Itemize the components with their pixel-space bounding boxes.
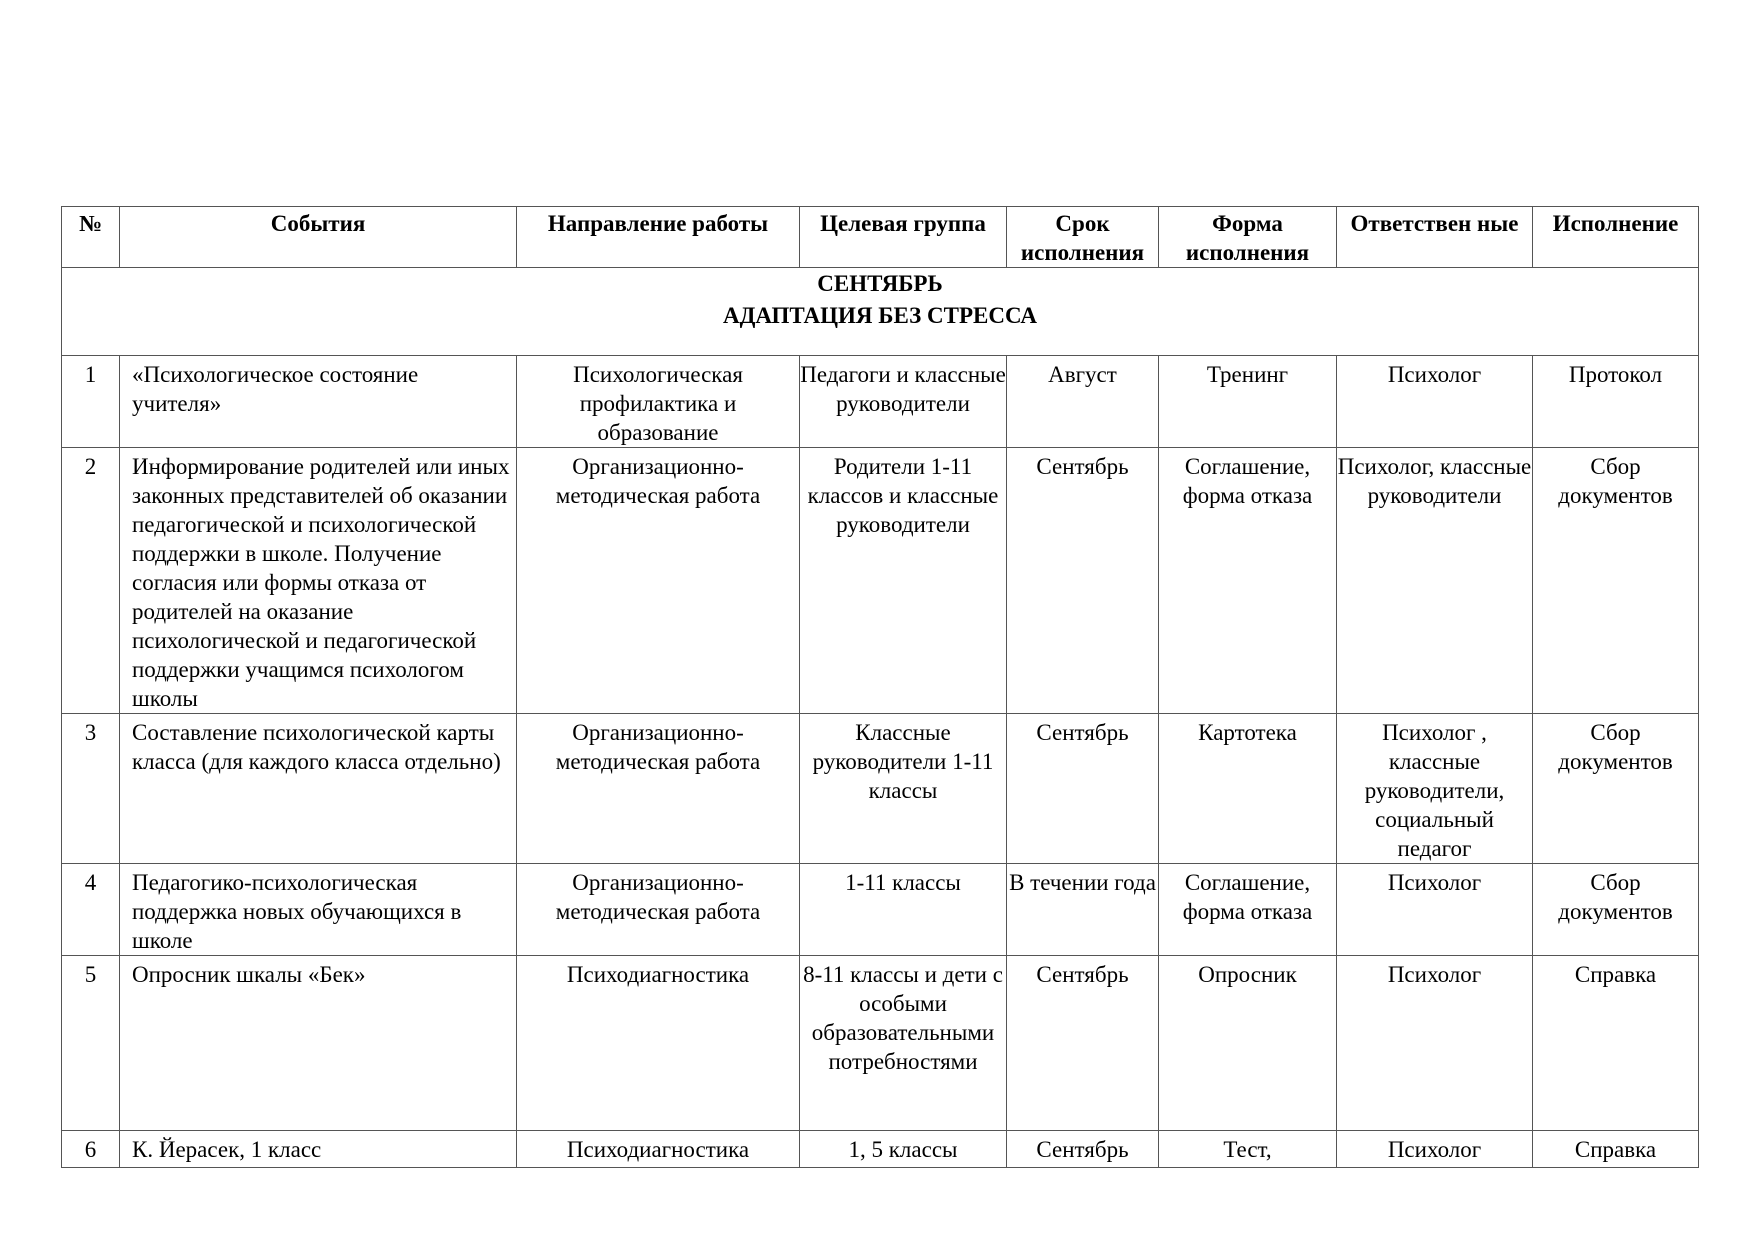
row-target: Классные руководители 1-11 классы xyxy=(800,714,1007,864)
row-target: Родители 1-11 классов и классные руководители xyxy=(800,448,1007,714)
row-responsible: Психолог, классные руководители xyxy=(1337,448,1533,714)
table-row xyxy=(62,714,1699,864)
row-execution: Сбор документов xyxy=(1533,864,1699,956)
table-row xyxy=(62,356,1699,448)
row-responsible: Психолог xyxy=(1337,356,1533,448)
row-term: Сентябрь xyxy=(1007,448,1159,714)
row-target: 1, 5 классы xyxy=(800,1131,1007,1168)
row-form: Опросник xyxy=(1159,956,1337,1131)
header-responsible: Ответствен ные xyxy=(1337,207,1533,268)
row-direction: Психодиагностика xyxy=(517,1131,800,1168)
row-direction: Организационно-методическая работа xyxy=(517,714,800,864)
row-responsible: Психолог xyxy=(1337,1131,1533,1168)
row-execution: Сбор документов xyxy=(1533,714,1699,864)
row-direction: Организационно-методическая работа xyxy=(517,864,800,956)
row-term: Сентябрь xyxy=(1007,1131,1159,1168)
row-num: 5 xyxy=(62,956,120,1131)
table-row xyxy=(62,448,1699,714)
row-target: 1-11 классы xyxy=(800,864,1007,956)
section-row xyxy=(62,268,1699,356)
row-responsible: Психолог xyxy=(1337,956,1533,1131)
row-form: Соглашение, форма отказа xyxy=(1159,448,1337,714)
header-events: События xyxy=(120,207,517,268)
row-direction: Психодиагностика xyxy=(517,956,800,1131)
row-execution: Справка xyxy=(1533,956,1699,1131)
row-event: Опросник шкалы «Бек» xyxy=(120,956,517,1131)
row-num: 3 xyxy=(62,714,120,864)
section-theme: АДАПТАЦИЯ БЕЗ СТРЕССА xyxy=(722,303,1038,328)
section-month: СЕНТЯБРЬ xyxy=(817,271,943,296)
row-term: Август xyxy=(1007,356,1159,448)
row-num: 6 xyxy=(62,1131,120,1168)
row-responsible: Психолог xyxy=(1337,864,1533,956)
row-form: Соглашение, форма отказа xyxy=(1159,864,1337,956)
header-execution: Исполнение xyxy=(1533,207,1699,268)
row-num: 2 xyxy=(62,448,120,714)
row-form: Тренинг xyxy=(1159,356,1337,448)
row-form: Картотека xyxy=(1159,714,1337,864)
header-form: Форма исполнения xyxy=(1159,207,1337,268)
row-responsible: Психолог , классные руководители, социальный педагог xyxy=(1337,714,1533,864)
row-term: Сентябрь xyxy=(1007,714,1159,864)
row-num: 4 xyxy=(62,864,120,956)
row-term: Сентябрь xyxy=(1007,956,1159,1131)
row-event: Составление психологической карты класса (для каждого класса отдельно) xyxy=(120,714,517,864)
row-direction: Психологическая профилактика и образование xyxy=(517,356,800,448)
header-term: Срок исполнения xyxy=(1007,207,1159,268)
row-event: «Психологическое состояние учителя» xyxy=(120,356,517,448)
section-heading xyxy=(62,268,1699,356)
row-target: 8-11 классы и дети с особыми образовательными потребностями xyxy=(800,956,1007,1131)
row-event: Педагогико-психологическая поддержка новых обучающихся в школе xyxy=(120,864,517,956)
row-event: К. Йерасек, 1 класс xyxy=(120,1131,517,1168)
row-target: Педагоги и классные руководители xyxy=(800,356,1007,448)
row-event: Информирование родителей или иных законных представителей об оказании педагогической и психологической поддержки в школе. Получение согласия или формы отказа от родителей на оказание психологической и педагогической поддержки учащимся психологом школы xyxy=(120,448,517,714)
header-target-group: Целевая группа xyxy=(800,207,1007,268)
table-row xyxy=(62,956,1699,1131)
table-row xyxy=(62,1131,1699,1168)
table-row xyxy=(62,864,1699,956)
row-direction: Организационно-методическая работа xyxy=(517,448,800,714)
header-direction: Направление работы xyxy=(517,207,800,268)
work-plan-table xyxy=(61,206,1699,1168)
header-row xyxy=(62,207,1699,268)
row-execution: Протокол xyxy=(1533,356,1699,448)
row-term: В течении года xyxy=(1007,864,1159,956)
row-execution: Справка xyxy=(1533,1131,1699,1168)
row-execution: Сбор документов xyxy=(1533,448,1699,714)
header-num: № xyxy=(62,207,120,268)
row-num: 1 xyxy=(62,356,120,448)
row-form: Тест, xyxy=(1159,1131,1337,1168)
